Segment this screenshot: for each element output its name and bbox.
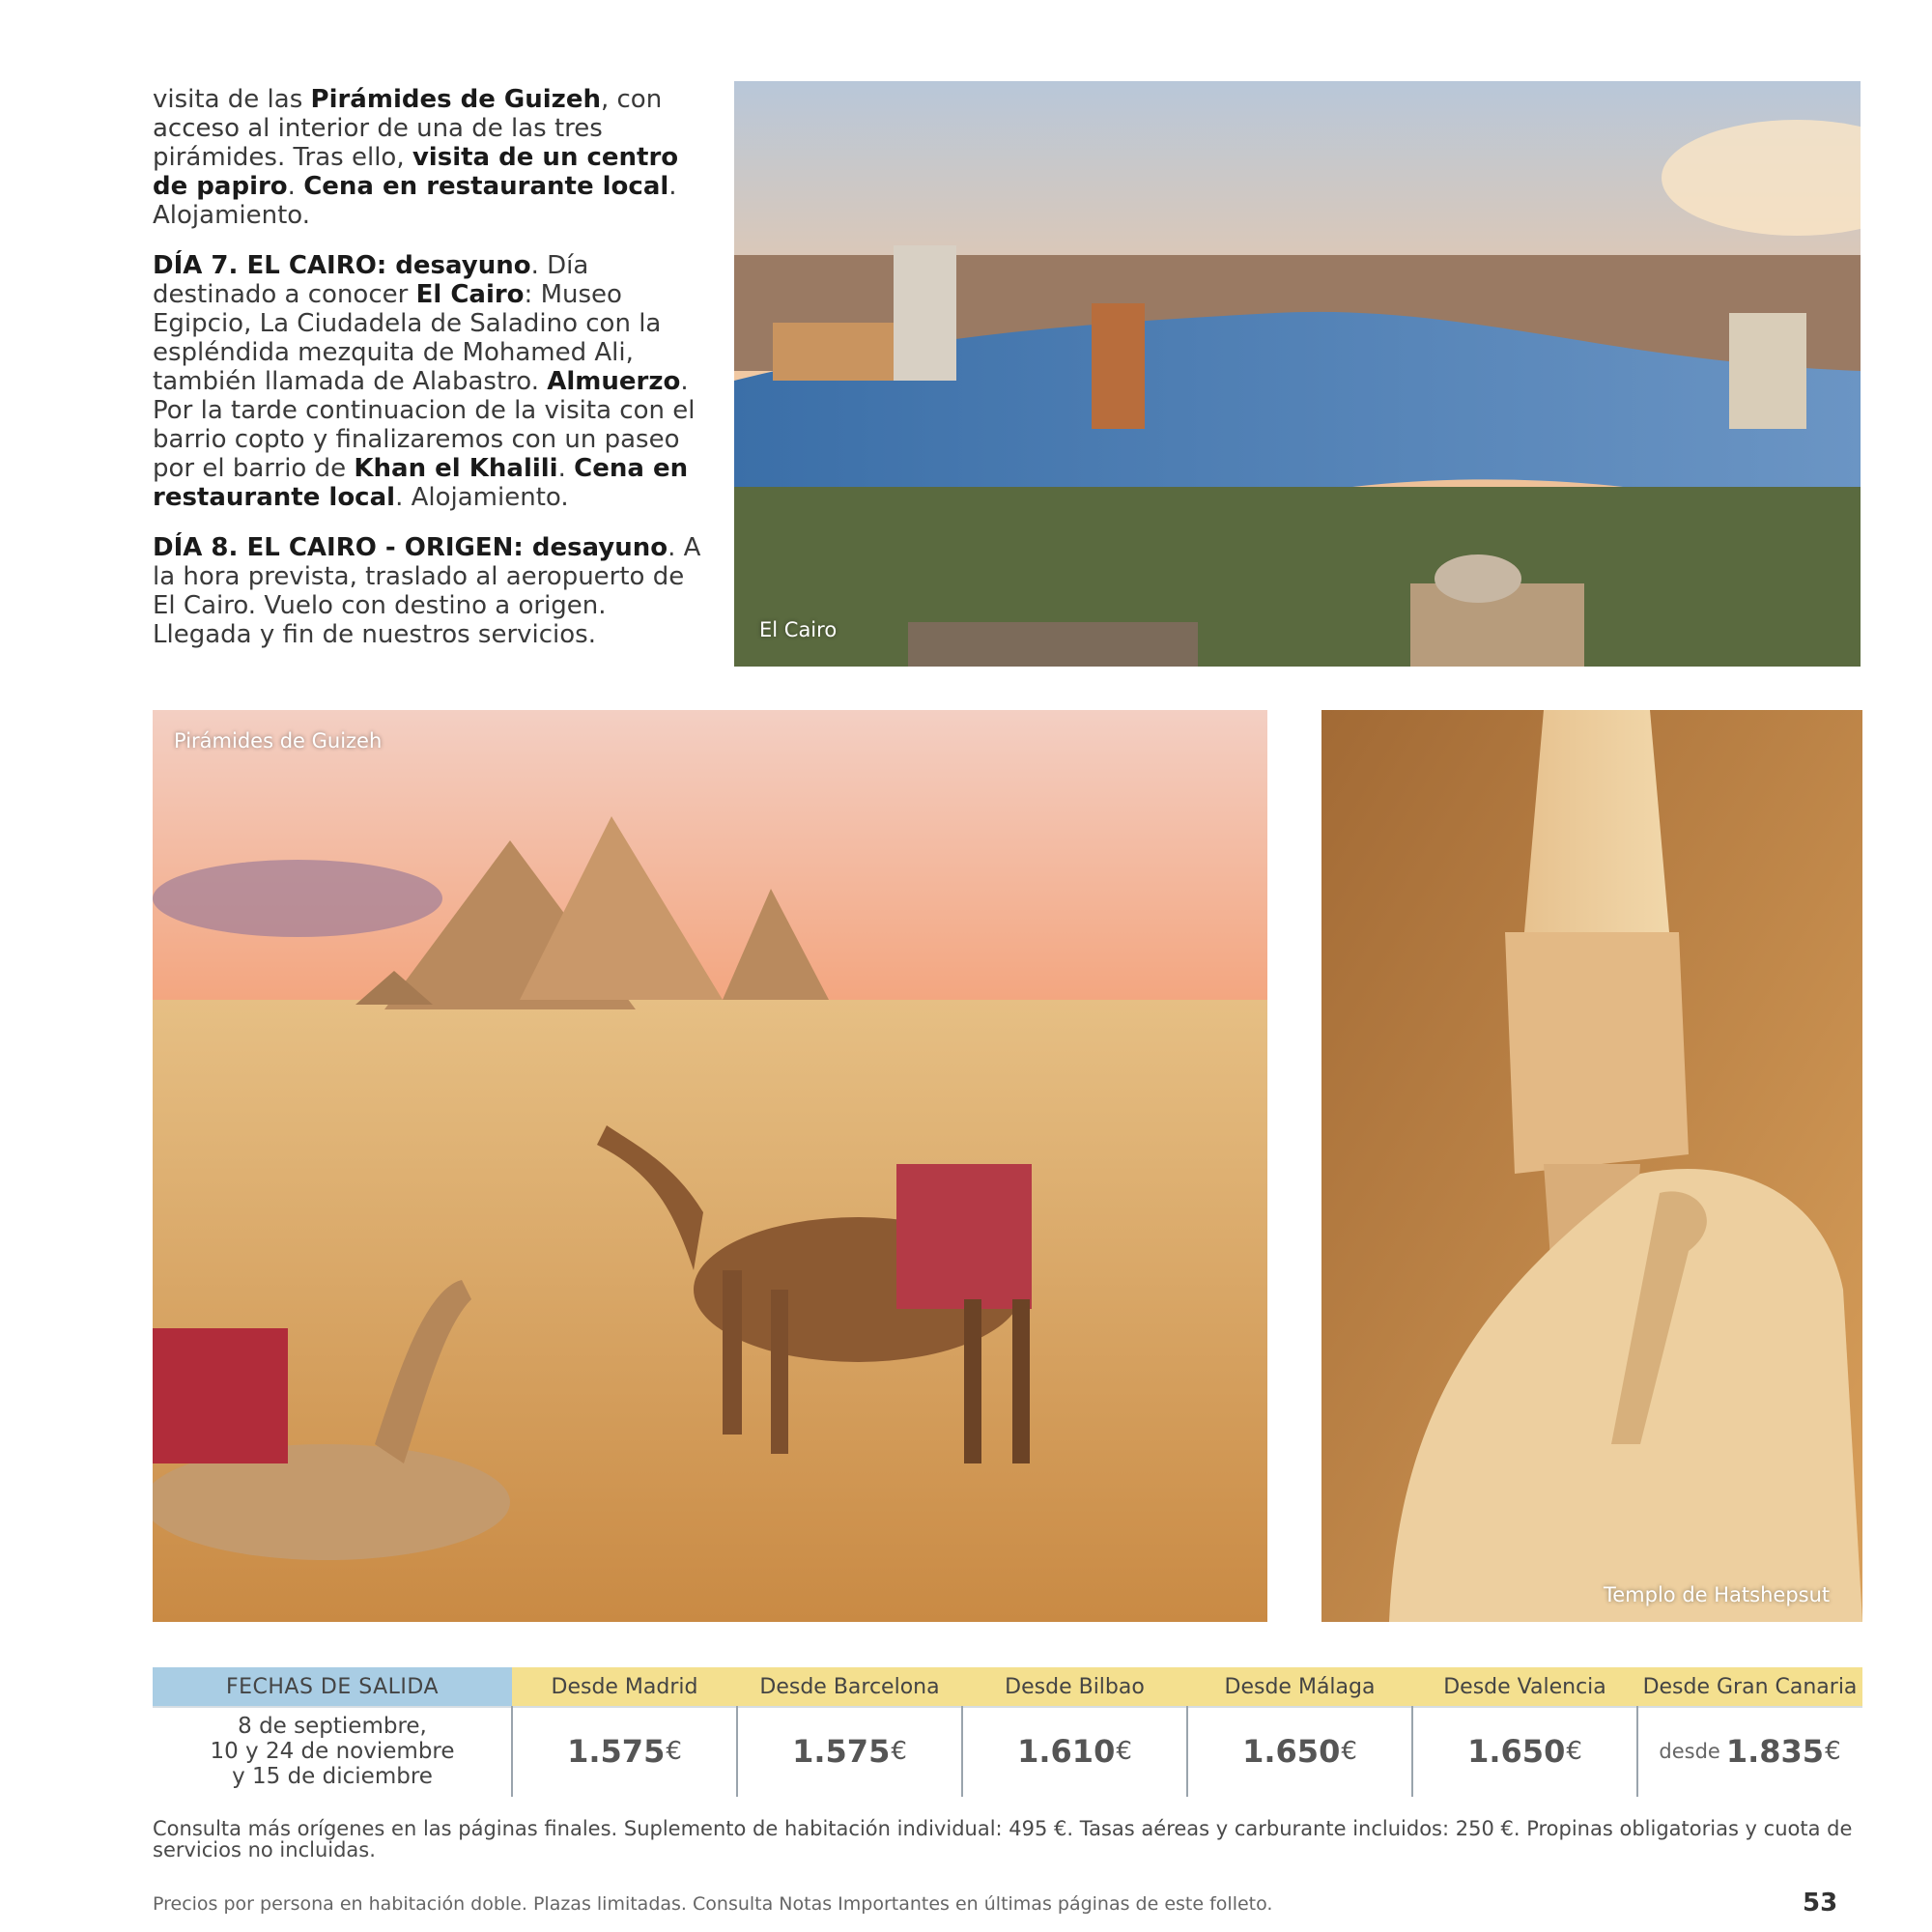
price-notes: Consulta más orígenes en las páginas finales. Suplemento de habitación individual: 495 €. Tasas aéreas y carburante incluidos: 250 €. Propinas obligatorias y cuota de servicios no incluidas. xyxy=(153,1817,1853,1861)
date-line: y 15 de diciembre xyxy=(232,1764,433,1789)
cairo-caption: El Cairo xyxy=(759,618,838,641)
price-currency: € xyxy=(1566,1737,1582,1766)
price-table xyxy=(153,1667,1862,1797)
date-line: 10 y 24 de noviembre xyxy=(210,1739,455,1764)
price-amount: 1.575 xyxy=(792,1733,891,1770)
price-amount: 1.610 xyxy=(1017,1733,1116,1770)
price-amount: 1.835 xyxy=(1725,1733,1825,1770)
footer-disclaimer: Precios por persona en habitación doble. Plazas limitadas. Consulta Notas Importantes en últimas páginas de este folleto. xyxy=(153,1893,1273,1915)
price-currency: € xyxy=(1825,1737,1841,1766)
cairo-photo xyxy=(734,81,1861,667)
price-currency: € xyxy=(1341,1737,1357,1766)
itinerary-text xyxy=(153,85,703,670)
origin-header-malaga: Desde Málaga xyxy=(1224,1674,1376,1699)
cairo-cityscape-image xyxy=(734,81,1861,667)
price-bilbao xyxy=(962,1706,1187,1797)
day-8-paragraph: DÍA 8. EL CAIRO - ORIGEN: desayuno. A la hora prevista, traslado al aeropuerto de El Cairo. Vuelo con destino a origen. Llegada y fin de nuestros servicios. xyxy=(153,533,701,649)
price-malaga xyxy=(1187,1706,1412,1797)
price-currency: € xyxy=(666,1737,682,1766)
price-currency: € xyxy=(1116,1737,1132,1766)
hatshepsut-caption: Templo de Hatshepsut xyxy=(1604,1583,1831,1606)
price-amount: 1.650 xyxy=(1242,1733,1341,1770)
price-prefix: desde xyxy=(1659,1740,1720,1763)
hatshepsut-statue-image xyxy=(1321,710,1862,1622)
origin-header-bilbao: Desde Bilbao xyxy=(1005,1674,1145,1699)
pyramids-camels-image xyxy=(153,710,1267,1622)
page-number: 53 xyxy=(1803,1889,1838,1918)
price-gran-canaria xyxy=(1637,1706,1862,1797)
origin-header-madrid: Desde Madrid xyxy=(551,1674,698,1699)
price-amount: 1.575 xyxy=(567,1733,666,1770)
pyramids-photo xyxy=(153,710,1267,1622)
price-madrid xyxy=(512,1706,737,1797)
origin-header-barcelona: Desde Barcelona xyxy=(759,1674,940,1699)
day-7-paragraph: DÍA 7. EL CAIRO: desayuno. Día destinado a conocer El Cairo: Museo Egipcio, La Ciudadela de Saladino con la espléndida mezquita de Mohamed Ali, también llamada de Alabastro. Almuerzo. Por la tarde continuacion de la visita con el barrio copto y finalizaremos con un paseo por el barrio de Khan el Khalili. Cena en restaurante local. Alojamiento. xyxy=(153,251,696,512)
price-barcelona xyxy=(737,1706,962,1797)
origin-header-gran-canaria: Desde Gran Canaria xyxy=(1642,1674,1858,1699)
origin-header-valencia: Desde Valencia xyxy=(1443,1674,1606,1699)
date-line: 8 de septiembre, xyxy=(238,1714,427,1739)
price-currency: € xyxy=(891,1737,907,1766)
departure-dates xyxy=(153,1706,512,1797)
hatshepsut-photo xyxy=(1321,710,1862,1622)
price-amount: 1.650 xyxy=(1467,1733,1566,1770)
pyramids-caption: Pirámides de Guizeh xyxy=(174,729,383,753)
departure-dates-header: FECHAS DE SALIDA xyxy=(153,1667,512,1706)
intro-paragraph: visita de las Pirámides de Guizeh, con acceso al interior de una de las tres pirámides. Tras ello, visita de un centro de papiro. Cena en restaurante local. Alojamiento. xyxy=(153,85,679,230)
price-valencia xyxy=(1412,1706,1637,1797)
